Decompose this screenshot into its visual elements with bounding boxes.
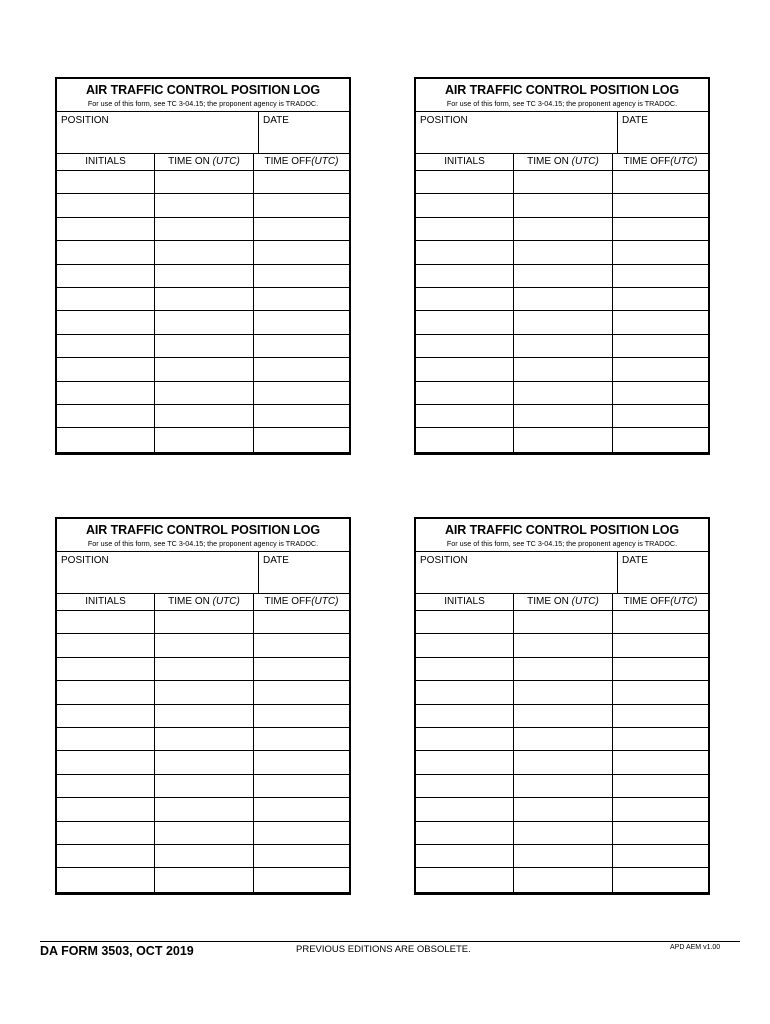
log-subtitle: For use of this form, see TC 3-04.15; the proponent agency is TRADOC. (446, 539, 678, 548)
time-on-cell[interactable] (514, 681, 613, 703)
time-on-cell[interactable] (155, 288, 254, 310)
time-on-label: TIME ON (168, 156, 210, 167)
log-rows (416, 171, 708, 452)
time-off-cell[interactable] (254, 868, 349, 891)
log-header (416, 79, 708, 112)
time-on-label: TIME ON (527, 156, 569, 167)
log-entry-row (416, 658, 708, 681)
date-label: DATE (263, 555, 289, 566)
initials-cell[interactable] (57, 658, 155, 680)
time-on-label: TIME ON (527, 596, 569, 607)
col-header-initials: INITIALS (416, 594, 514, 610)
time-off-cell[interactable] (613, 751, 708, 773)
col-header-time-on (155, 594, 254, 610)
log-meta-row (416, 112, 708, 154)
initials-cell[interactable] (57, 194, 155, 216)
initials-cell[interactable] (416, 241, 514, 263)
log-entry-row (416, 335, 708, 358)
log-entry-row (416, 681, 708, 704)
time-off-cell[interactable] (254, 171, 349, 193)
col-header-time-on (514, 154, 613, 170)
time-on-cell[interactable] (155, 798, 254, 820)
initials-cell[interactable] (57, 428, 155, 451)
time-on-cell[interactable] (155, 751, 254, 773)
log-entry-row (416, 822, 708, 845)
initials-cell[interactable] (57, 311, 155, 333)
log-rows (57, 611, 349, 892)
initials-cell[interactable] (416, 335, 514, 357)
log-entry-row (57, 194, 349, 217)
time-off-cell[interactable] (613, 358, 708, 380)
time-on-cell[interactable] (514, 845, 613, 867)
time-on-label: TIME ON (168, 596, 210, 607)
col-header-time-off (254, 594, 349, 610)
log-entry-row (57, 405, 349, 428)
col-header-time-off (613, 154, 708, 170)
log-entry-row (57, 265, 349, 288)
time-on-cell[interactable] (514, 358, 613, 380)
time-on-cell[interactable] (514, 335, 613, 357)
time-off-cell[interactable] (254, 751, 349, 773)
time-off-utc: (UTC) (670, 156, 698, 167)
time-off-cell[interactable] (613, 634, 708, 656)
time-on-cell[interactable] (155, 658, 254, 680)
position-label: POSITION (420, 115, 468, 126)
log-entry-row (57, 241, 349, 264)
initials-cell[interactable] (416, 751, 514, 773)
log-rows (416, 611, 708, 892)
initials-cell[interactable] (416, 822, 514, 844)
time-off-cell[interactable] (254, 194, 349, 216)
initials-cell[interactable] (416, 171, 514, 193)
time-on-utc: (UTC) (212, 156, 240, 167)
log-entry-row (416, 265, 708, 288)
time-on-cell[interactable] (155, 382, 254, 404)
initials-cell[interactable] (57, 358, 155, 380)
time-on-cell[interactable] (514, 705, 613, 727)
initials-cell[interactable] (416, 382, 514, 404)
initials-cell[interactable] (57, 868, 155, 891)
log-entry-row (57, 822, 349, 845)
position-log-card (55, 517, 351, 895)
time-on-cell[interactable] (514, 405, 613, 427)
time-on-cell[interactable] (514, 171, 613, 193)
initials-cell[interactable] (416, 728, 514, 750)
time-off-cell[interactable] (613, 705, 708, 727)
log-entry-row (57, 171, 349, 194)
initials-cell[interactable] (416, 311, 514, 333)
log-entry-row (416, 634, 708, 657)
log-entry-row (57, 681, 349, 704)
log-entry-row (416, 358, 708, 381)
time-on-cell[interactable] (514, 634, 613, 656)
time-on-cell[interactable] (155, 241, 254, 263)
col-header-initials: INITIALS (57, 594, 155, 610)
time-on-cell[interactable] (514, 311, 613, 333)
position-label: POSITION (61, 115, 109, 126)
time-on-cell[interactable] (514, 822, 613, 844)
initials-cell[interactable] (57, 382, 155, 404)
initials-cell[interactable] (416, 611, 514, 633)
col-header-initials: INITIALS (57, 154, 155, 170)
time-off-cell[interactable] (613, 288, 708, 310)
col-header-initials: INITIALS (416, 154, 514, 170)
col-header-time-on (514, 594, 613, 610)
initials-cell[interactable] (416, 265, 514, 287)
log-entry-row (57, 705, 349, 728)
previous-editions-note: PREVIOUS EDITIONS ARE OBSOLETE. (296, 944, 471, 955)
time-on-cell[interactable] (514, 288, 613, 310)
log-meta-row (57, 112, 349, 154)
time-on-cell[interactable] (155, 611, 254, 633)
time-off-cell[interactable] (254, 382, 349, 404)
time-off-cell[interactable] (254, 845, 349, 867)
log-header (57, 519, 349, 552)
log-entry-row (416, 428, 708, 451)
time-on-cell[interactable] (155, 681, 254, 703)
time-off-cell[interactable] (613, 798, 708, 820)
time-off-label: TIME OFF (623, 596, 671, 607)
log-title: AIR TRAFFIC CONTROL POSITION LOG (85, 523, 321, 537)
position-log-card (414, 77, 710, 455)
position-label: POSITION (61, 555, 109, 566)
position-field[interactable] (57, 112, 259, 153)
initials-cell[interactable] (57, 405, 155, 427)
time-on-cell[interactable] (155, 358, 254, 380)
log-entry-row (57, 382, 349, 405)
time-off-cell[interactable] (613, 611, 708, 633)
position-field[interactable] (416, 552, 618, 593)
initials-cell[interactable] (57, 171, 155, 193)
time-off-cell[interactable] (613, 335, 708, 357)
log-subtitle: For use of this form, see TC 3-04.15; the proponent agency is TRADOC. (87, 539, 319, 548)
time-on-cell[interactable] (514, 798, 613, 820)
log-entry-row (57, 428, 349, 451)
col-header-time-off (613, 594, 708, 610)
time-off-cell[interactable] (254, 241, 349, 263)
initials-cell[interactable] (416, 218, 514, 240)
time-on-utc: (UTC) (571, 596, 599, 607)
log-subtitle: For use of this form, see TC 3-04.15; the proponent agency is TRADOC. (446, 99, 678, 108)
time-on-cell[interactable] (155, 311, 254, 333)
log-entry-row (416, 775, 708, 798)
log-entry-row (416, 405, 708, 428)
time-on-cell[interactable] (514, 265, 613, 287)
initials-cell[interactable] (416, 705, 514, 727)
version-label: APD AEM v1.00 (670, 944, 721, 951)
time-off-cell[interactable] (254, 634, 349, 656)
col-header-time-on (155, 154, 254, 170)
log-title: AIR TRAFFIC CONTROL POSITION LOG (444, 83, 680, 97)
time-on-cell[interactable] (155, 775, 254, 797)
log-entry-row (416, 868, 708, 891)
time-off-cell[interactable] (613, 218, 708, 240)
time-off-cell[interactable] (613, 822, 708, 844)
initials-cell[interactable] (416, 428, 514, 451)
log-entry-row (416, 382, 708, 405)
time-off-cell[interactable] (254, 775, 349, 797)
log-entry-row (57, 288, 349, 311)
date-field[interactable] (259, 112, 349, 153)
log-entry-row (57, 798, 349, 821)
position-field[interactable] (57, 552, 259, 593)
log-entry-row (57, 358, 349, 381)
log-title: AIR TRAFFIC CONTROL POSITION LOG (85, 83, 321, 97)
time-off-cell[interactable] (254, 428, 349, 451)
time-on-cell[interactable] (514, 611, 613, 633)
initials-cell[interactable] (416, 775, 514, 797)
log-entry-row (416, 728, 708, 751)
log-header (416, 519, 708, 552)
time-off-cell[interactable] (613, 868, 708, 891)
time-on-cell[interactable] (514, 218, 613, 240)
log-entry-row (57, 868, 349, 891)
time-off-cell[interactable] (613, 241, 708, 263)
log-header (57, 79, 349, 112)
log-entry-row (57, 218, 349, 241)
time-off-cell[interactable] (254, 822, 349, 844)
time-off-cell[interactable] (613, 681, 708, 703)
initials-cell[interactable] (57, 705, 155, 727)
log-column-headers (416, 154, 708, 171)
log-entry-row (57, 775, 349, 798)
time-on-cell[interactable] (155, 705, 254, 727)
date-label: DATE (622, 555, 648, 566)
log-entry-row (57, 845, 349, 868)
log-entry-row (57, 311, 349, 334)
log-column-headers (57, 154, 349, 171)
initials-cell[interactable] (57, 822, 155, 844)
time-off-label: TIME OFF (623, 156, 671, 167)
initials-cell[interactable] (57, 845, 155, 867)
time-on-cell[interactable] (514, 382, 613, 404)
time-on-cell[interactable] (514, 428, 613, 451)
time-off-cell[interactable] (254, 405, 349, 427)
log-entry-row (416, 611, 708, 634)
time-off-cell[interactable] (254, 611, 349, 633)
time-off-utc: (UTC) (311, 596, 339, 607)
initials-cell[interactable] (416, 358, 514, 380)
initials-cell[interactable] (416, 681, 514, 703)
time-off-cell[interactable] (613, 405, 708, 427)
log-entry-row (57, 728, 349, 751)
initials-cell[interactable] (416, 868, 514, 891)
time-on-cell[interactable] (155, 634, 254, 656)
initials-cell[interactable] (57, 241, 155, 263)
time-off-cell[interactable] (613, 382, 708, 404)
log-entry-row (416, 194, 708, 217)
position-field[interactable] (416, 112, 618, 153)
initials-cell[interactable] (57, 335, 155, 357)
time-off-label: TIME OFF (264, 156, 312, 167)
log-entry-row (416, 241, 708, 264)
date-field[interactable] (618, 552, 708, 593)
log-entry-row (416, 705, 708, 728)
log-rows (57, 171, 349, 452)
initials-cell[interactable] (416, 845, 514, 867)
log-entry-row (416, 171, 708, 194)
time-on-cell[interactable] (514, 868, 613, 891)
time-off-cell[interactable] (254, 798, 349, 820)
time-off-cell[interactable] (254, 218, 349, 240)
time-on-cell[interactable] (155, 265, 254, 287)
time-off-cell[interactable] (613, 845, 708, 867)
log-entry-row (57, 611, 349, 634)
time-off-cell[interactable] (613, 194, 708, 216)
date-label: DATE (263, 115, 289, 126)
log-entry-row (416, 288, 708, 311)
time-on-cell[interactable] (155, 868, 254, 891)
time-off-cell[interactable] (254, 335, 349, 357)
log-meta-row (57, 552, 349, 594)
time-off-cell[interactable] (613, 775, 708, 797)
time-off-cell[interactable] (254, 358, 349, 380)
time-on-cell[interactable] (155, 218, 254, 240)
log-title: AIR TRAFFIC CONTROL POSITION LOG (444, 523, 680, 537)
log-column-headers (416, 594, 708, 611)
time-on-cell[interactable] (514, 658, 613, 680)
time-on-cell[interactable] (155, 171, 254, 193)
time-on-utc: (UTC) (212, 596, 240, 607)
time-off-cell[interactable] (613, 265, 708, 287)
initials-cell[interactable] (57, 728, 155, 750)
log-entry-row (416, 798, 708, 821)
position-log-card (55, 77, 351, 455)
col-header-time-off (254, 154, 349, 170)
time-on-cell[interactable] (155, 822, 254, 844)
initials-cell[interactable] (416, 405, 514, 427)
position-log-card (414, 517, 710, 895)
footer-divider (40, 941, 740, 942)
time-off-cell[interactable] (254, 311, 349, 333)
time-on-cell[interactable] (155, 845, 254, 867)
log-entry-row (416, 845, 708, 868)
time-off-cell[interactable] (254, 265, 349, 287)
time-off-cell[interactable] (254, 705, 349, 727)
log-entry-row (416, 751, 708, 774)
date-field[interactable] (618, 112, 708, 153)
time-on-cell[interactable] (514, 194, 613, 216)
position-label: POSITION (420, 555, 468, 566)
log-entry-row (57, 634, 349, 657)
time-off-cell[interactable] (613, 311, 708, 333)
initials-cell[interactable] (416, 288, 514, 310)
form-identifier: DA FORM 3503, OCT 2019 (40, 944, 194, 958)
initials-cell[interactable] (57, 265, 155, 287)
log-entry-row (416, 311, 708, 334)
time-on-cell[interactable] (155, 428, 254, 451)
log-entry-row (57, 751, 349, 774)
date-label: DATE (622, 115, 648, 126)
initials-cell[interactable] (57, 798, 155, 820)
initials-cell[interactable] (57, 288, 155, 310)
initials-cell[interactable] (57, 634, 155, 656)
initials-cell[interactable] (57, 681, 155, 703)
time-off-utc: (UTC) (311, 156, 339, 167)
initials-cell[interactable] (57, 611, 155, 633)
time-on-cell[interactable] (514, 775, 613, 797)
log-entry-row (416, 218, 708, 241)
time-on-cell[interactable] (514, 751, 613, 773)
log-entry-row (57, 658, 349, 681)
time-on-cell[interactable] (155, 405, 254, 427)
initials-cell[interactable] (57, 775, 155, 797)
time-on-cell[interactable] (155, 335, 254, 357)
time-off-cell[interactable] (254, 728, 349, 750)
initials-cell[interactable] (57, 218, 155, 240)
time-on-cell[interactable] (155, 728, 254, 750)
log-subtitle: For use of this form, see TC 3-04.15; the proponent agency is TRADOC. (87, 99, 319, 108)
time-off-cell[interactable] (254, 681, 349, 703)
initials-cell[interactable] (416, 634, 514, 656)
initials-cell[interactable] (416, 798, 514, 820)
log-entry-row (57, 335, 349, 358)
initials-cell[interactable] (416, 194, 514, 216)
time-on-utc: (UTC) (571, 156, 599, 167)
time-on-cell[interactable] (155, 194, 254, 216)
initials-cell[interactable] (416, 658, 514, 680)
initials-cell[interactable] (57, 751, 155, 773)
time-off-cell[interactable] (613, 728, 708, 750)
log-meta-row (416, 552, 708, 594)
log-column-headers (57, 594, 349, 611)
time-off-cell[interactable] (613, 171, 708, 193)
time-off-cell[interactable] (613, 428, 708, 451)
date-field[interactable] (259, 552, 349, 593)
time-on-cell[interactable] (514, 728, 613, 750)
time-off-utc: (UTC) (670, 596, 698, 607)
time-off-cell[interactable] (613, 658, 708, 680)
time-off-label: TIME OFF (264, 596, 312, 607)
time-on-cell[interactable] (514, 241, 613, 263)
time-off-cell[interactable] (254, 288, 349, 310)
time-off-cell[interactable] (254, 658, 349, 680)
